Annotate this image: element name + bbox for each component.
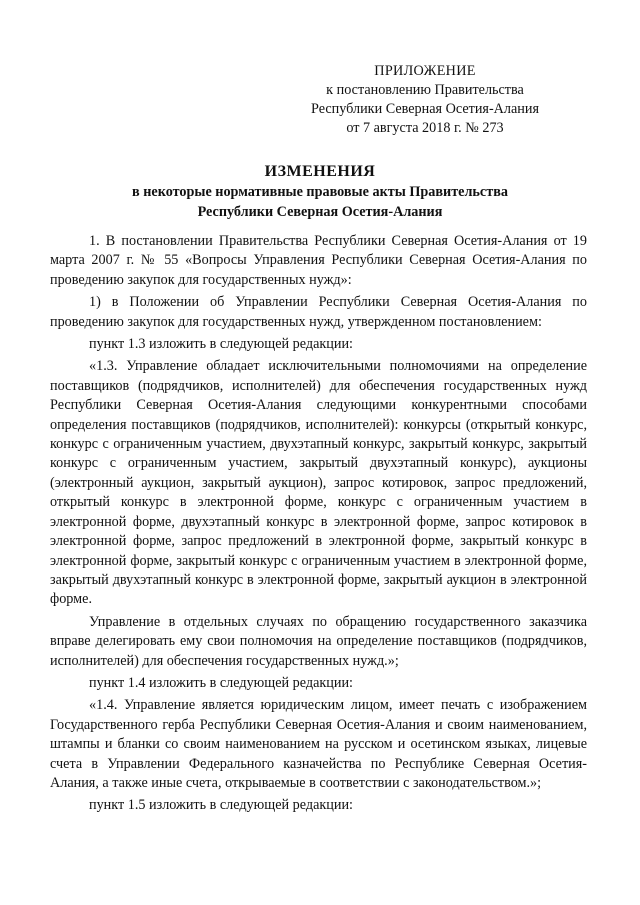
appendix-heading: ПРИЛОЖЕНИЕ — [374, 63, 476, 79]
paragraph: 1) в Положении об Управлении Республики Северная Осетия-Алания по проведению закупок для государственных нужд, утвержденном постановлением: — [50, 294, 587, 330]
appendix-line-3: от 7 августа 2018 г. № 273 — [346, 120, 504, 136]
title-sub-1: в некоторые нормативные правовые акты Правительства — [132, 184, 508, 200]
title-main: ИЗМЕНЕНИЯ — [264, 163, 376, 180]
title-sub-2: Республики Северная Осетия-Алания — [197, 204, 443, 220]
paragraph: «1.3. Управление обладает исключительными полномочиями на определение поставщиков (подрядчиков, исполнителей) для обеспечения государственных нужд Республики Северная Осетия-Алания следующими конкурентными способами определения поставщиков (подрядчиков, исполнителей): конкурсы (открытый конкурс, конкурс с ограниченным участием, двухэтапный конкурс, закрытый конкурс, закрытый конкурс с ограниченным участием, закрытый двухэтапный конкурс), аукционы (электронный аукцион, закрытый аукцион), запрос котировок, запрос предложений, открытый конкурс в электронной форме, конкурс с ограниченным участием в электронной форме, двухэтапный конкурс в электронной форме, запрос котировок в электронной форме, запрос предложений в электронной форме, закрытый конкурс в электронной форме, закрытый конкурс с ограниченным участием в электронной форме, закрытый двухэтапный конкурс в электронной форме, закрытый аукцион в электронной форме. — [50, 358, 587, 608]
paragraph: 1. В постановлении Правительства Республики Северная Осетия-Алания от 19 марта 2007 г. № 55 «Вопросы Управления Республики Северная Осетия-Алания по проведению закупок для государственных нужд»: — [50, 233, 587, 288]
document-body — [50, 232, 587, 816]
paragraph: пункт 1.5 изложить в следующей редакции: — [89, 797, 353, 814]
paragraph: пункт 1.4 изложить в следующей редакции: — [89, 674, 353, 691]
paragraph: Управление в отдельных случаях по обращению государственного заказчика вправе делегировать ему свои полномочия на определение поставщиков (подрядчиков, исполнителей) для обеспечения государственных нужд.»; — [50, 613, 587, 669]
appendix-line-1: к постановлению Правительства — [326, 82, 524, 98]
appendix-block — [275, 62, 575, 138]
paragraph: пункт 1.3 изложить в следующей редакции: — [89, 336, 353, 353]
appendix-line-2: Республики Северная Осетия-Алания — [310, 101, 539, 117]
document-title — [70, 162, 570, 222]
paragraph: «1.4. Управление является юридическим лицом, имеет печать с изображением Государственного герба Республики Северная Осетия-Алания и своим наименованием, штампы и бланки со своим наименованием на русском и осетинском языках, лицевые счета в Управлении Федерального казначейства по Республике Северная Осетия-Алания, а также иные счета, открываемые в соответствии с законодательством.»; — [50, 697, 587, 791]
